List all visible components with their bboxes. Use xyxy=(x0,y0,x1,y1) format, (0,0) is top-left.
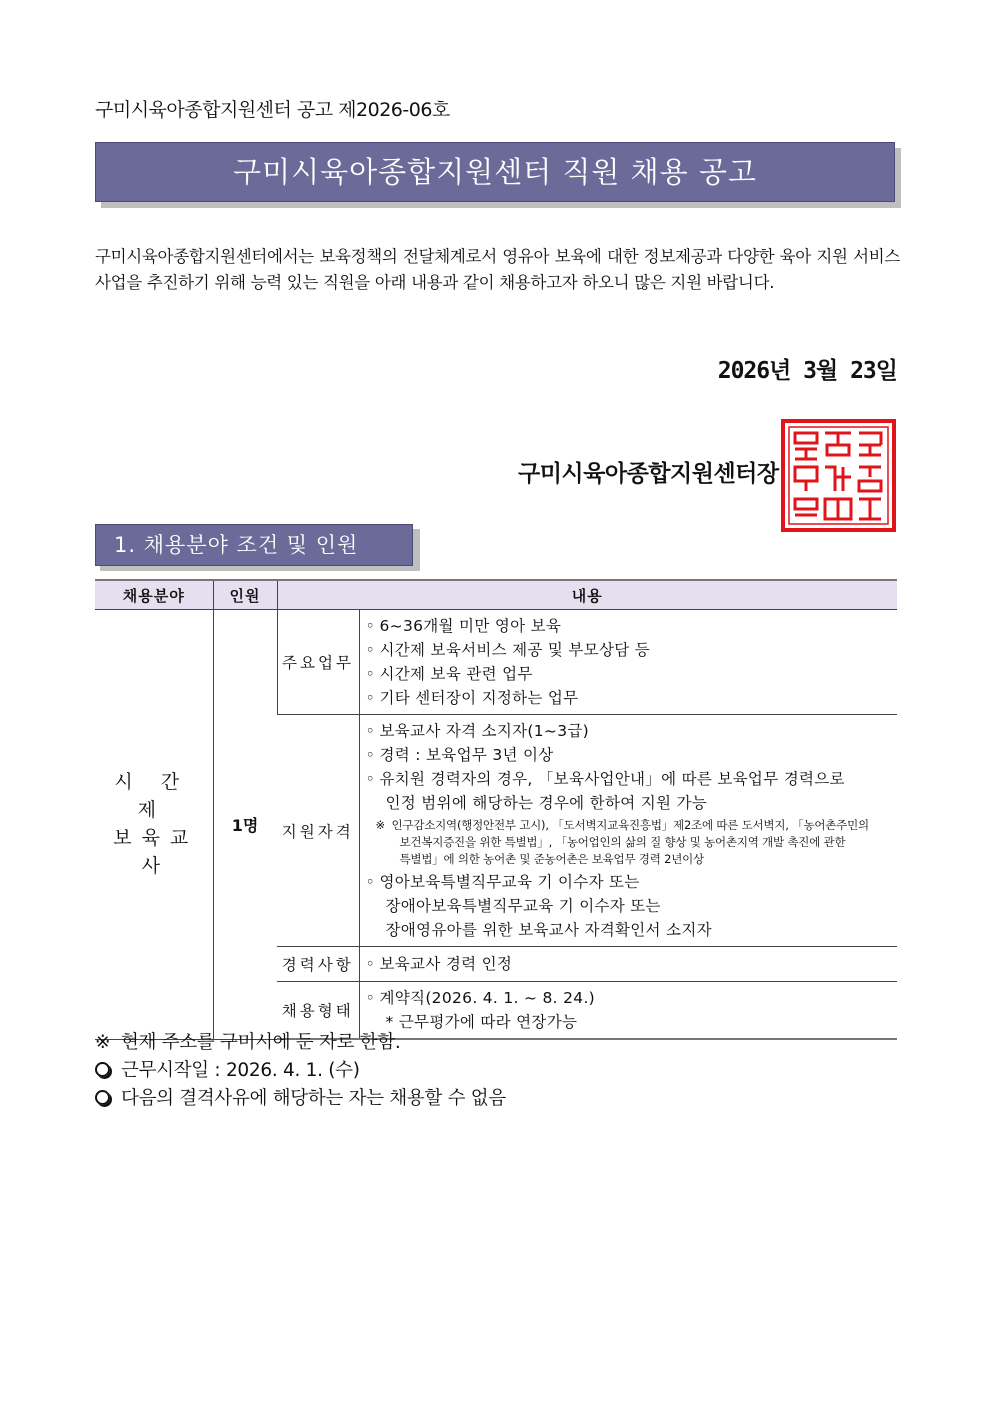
list-item: ◦ 시간제 보육 관련 업무 xyxy=(365,665,533,683)
list-item-continuation: 장애영유아를 위한 보육교사 자격확인서 소지자 xyxy=(385,921,712,939)
issuer-name: 구미시육아종합지원센터장 xyxy=(518,461,779,487)
start-date-note: 근무시작일 : 2026. 4. 1. (수) xyxy=(95,1057,506,1085)
list-item-continuation: 인정 범위에 해당하는 경우에 한하여 지원 가능 xyxy=(385,794,708,812)
table-header-row xyxy=(95,580,897,610)
count-cell: 1명 xyxy=(213,610,277,1040)
employment-label: 채용형태 xyxy=(277,982,359,1040)
list-item: ◦ 계약직(2026. 4. 1. ~ 8. 24.) xyxy=(365,989,596,1007)
title-banner xyxy=(95,142,900,208)
disqualification-note: 다음의 결격사유에 해당하는 자는 채용할 수 없음 xyxy=(95,1085,506,1113)
experience-label: 경력사항 xyxy=(277,947,359,982)
circle-bullet-icon xyxy=(95,1062,110,1077)
list-item: ◦ 경력 : 보육업무 3년 이상 xyxy=(365,746,554,764)
experience-content xyxy=(359,947,897,982)
field-line-2: 보육교사 xyxy=(113,827,199,878)
list-item: ◦ 유치원 경력자의 경우, 「보육사업안내」에 따른 보육업무 경력으로 xyxy=(365,770,845,788)
intro-paragraph: 구미시육아종합지원센터에서는 보육정책의 전달체계로서 영유아 보육에 대한 정보제공과 다양한 육아 지원 서비스 사업을 추진하기 위해 능력 있는 직원을 아래 내용과 같이 채용하고자 하오니 많은 지원 바랍니다. xyxy=(95,247,900,292)
duties-content xyxy=(359,610,897,715)
duties-label: 주요업무 xyxy=(277,610,359,715)
residence-note: ※ 현재 주소를 구미시에 둔 자로 한함. xyxy=(95,1032,401,1053)
section-1-banner xyxy=(95,524,420,572)
circle-bullet-icon xyxy=(95,1090,110,1105)
field-cell xyxy=(95,610,213,1040)
header-count: 인원 xyxy=(213,580,277,610)
list-item: ◦ 영아보육특별직무교육 기 이수자 또는 xyxy=(365,873,640,891)
list-item: ◦ 시간제 보육서비스 제공 및 부모상담 등 xyxy=(365,641,651,659)
section-1-title: 1. 채용분야 조건 및 인원 xyxy=(95,524,413,566)
qualifications-label: 지원자격 xyxy=(277,715,359,947)
list-item: ◦ 보육교사 경력 인정 xyxy=(365,955,513,973)
list-item: ◦ 기타 센터장이 지정하는 업무 xyxy=(365,689,579,707)
header-field: 채용분야 xyxy=(95,580,213,610)
announcement-date: 2026년 3월 23일 xyxy=(717,358,897,384)
field-line-1: 시간제 xyxy=(114,771,208,822)
notice-number: 구미시육아종합지원센터 공고 제2026-06호 xyxy=(95,99,450,121)
list-item-continuation: * 근무평가에 따라 연장가능 xyxy=(385,1013,578,1031)
list-item-continuation: 장애아보육특별직무교육 기 이수자 또는 xyxy=(385,897,661,915)
list-item: ◦ 6~36개월 미만 영아 보육 xyxy=(365,617,562,635)
footnotes xyxy=(95,1029,506,1113)
regional-note: ※ 인구감소지역(행정안전부 고시), 「도서벽지교육진흥법」제2조에 따른 도서벽지, 「농어촌주민의 보건복지증진을 위한 특별법」, 「농어업인의 삶의 질 향상 및 농어촌지역 개발 촉진에 관한 특별법」에 의한 농어촌 및 준농어촌은 보육업무 경력 2년이상 xyxy=(375,818,869,866)
qualifications-content xyxy=(359,715,897,947)
page-title: 구미시육아종합지원센터 직원 채용 공고 xyxy=(95,142,895,202)
list-item: ◦ 보육교사 자격 소지자(1~3급) xyxy=(365,722,589,740)
table-row xyxy=(95,610,897,715)
recruitment-table xyxy=(95,579,897,1040)
header-content: 내용 xyxy=(277,580,897,610)
official-seal-icon xyxy=(781,419,896,532)
